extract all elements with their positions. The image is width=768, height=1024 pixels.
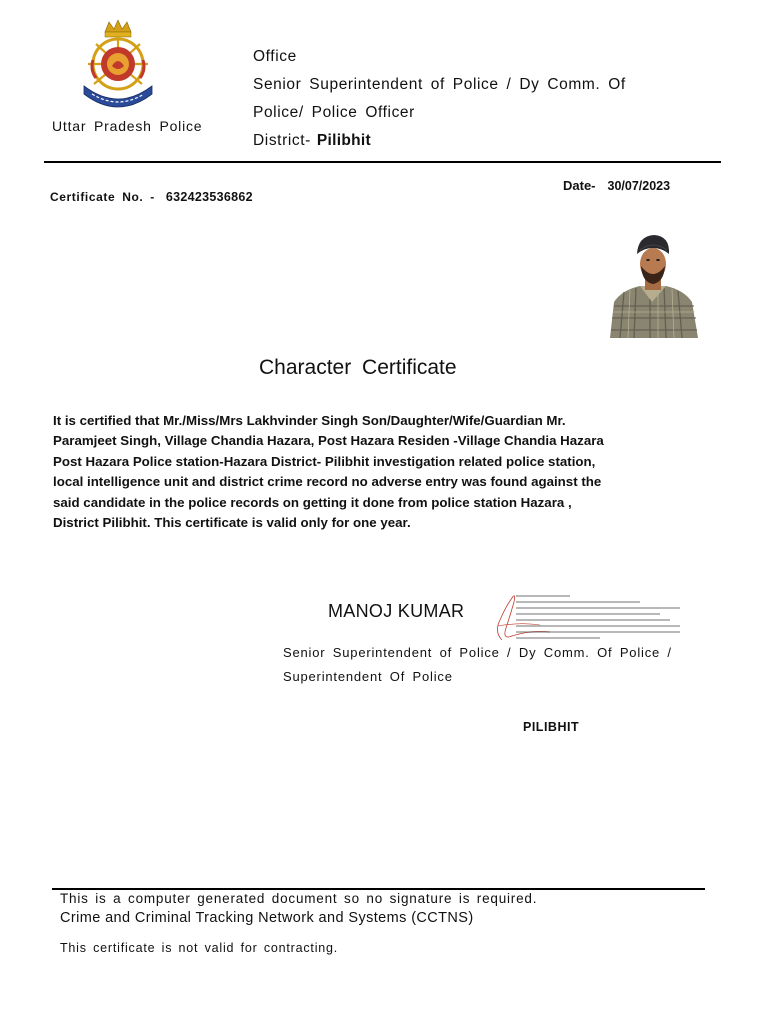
certificate-body (53, 411, 653, 533)
district-label: District- (253, 132, 311, 149)
office-line-2: Police/ Police Officer (253, 104, 415, 121)
digital-signature-mark (490, 592, 690, 642)
office-line-1: Senior Superintendent of Police / Dy Comm. Of (253, 76, 626, 93)
body-line: Post Hazara Police station-Hazara District- Pilibhit investigation related police station, (53, 453, 596, 469)
applicant-photo (604, 230, 702, 338)
designation-line-2: Superintendent Of Police (283, 669, 453, 684)
district-value: Pilibhit (316, 132, 371, 149)
signature-place: PILIBHIT (523, 720, 580, 734)
date-value: 30/07/2023 (607, 179, 671, 193)
organisation-name: Uttar Pradesh Police (52, 118, 203, 134)
designation-line-1: Senior Superintendent of Police / Dy Comm. Of Police / (283, 645, 672, 660)
header-divider (44, 161, 721, 163)
signatory-designation (283, 641, 672, 689)
footer-divider (52, 888, 705, 890)
certificate-date (563, 178, 670, 193)
body-line: District Pilibhit. This certificate is valid only for one year. (53, 515, 411, 531)
office-address-block (253, 43, 626, 155)
signatory-name: MANOJ KUMAR (328, 601, 465, 621)
certificate-number-label: Certificate No. - (50, 190, 155, 204)
footer-note-computer-generated: This is a computer generated document so no signature is required. (60, 891, 538, 906)
office-label: Office (253, 48, 297, 65)
body-line: It is certified that Mr./Miss/Mrs Lakhvinder Singh Son/Daughter/Wife/Guardian Mr. (53, 413, 566, 428)
document-title: Character Certificate (259, 356, 457, 379)
date-label: Date- (563, 178, 596, 193)
body-line: said candidate in the police records on getting it done from police station Hazara , (53, 494, 572, 510)
certificate-number-value: 632423536862 (165, 190, 253, 204)
footer-note-cctns: Crime and Criminal Tracking Network and Systems (CCTNS) (60, 910, 474, 926)
district-line (253, 127, 626, 155)
footer-note-not-valid: This certificate is not valid for contracting. (60, 941, 339, 955)
certificate-number (50, 190, 253, 204)
body-line: Paramjeet Singh, Village Chandia Hazara, Post Hazara Residen -Village Chandia Hazara (53, 433, 604, 449)
up-police-emblem-logo (78, 20, 158, 112)
body-line: local intelligence unit and district crime record no adverse entry was found against the (53, 474, 602, 490)
